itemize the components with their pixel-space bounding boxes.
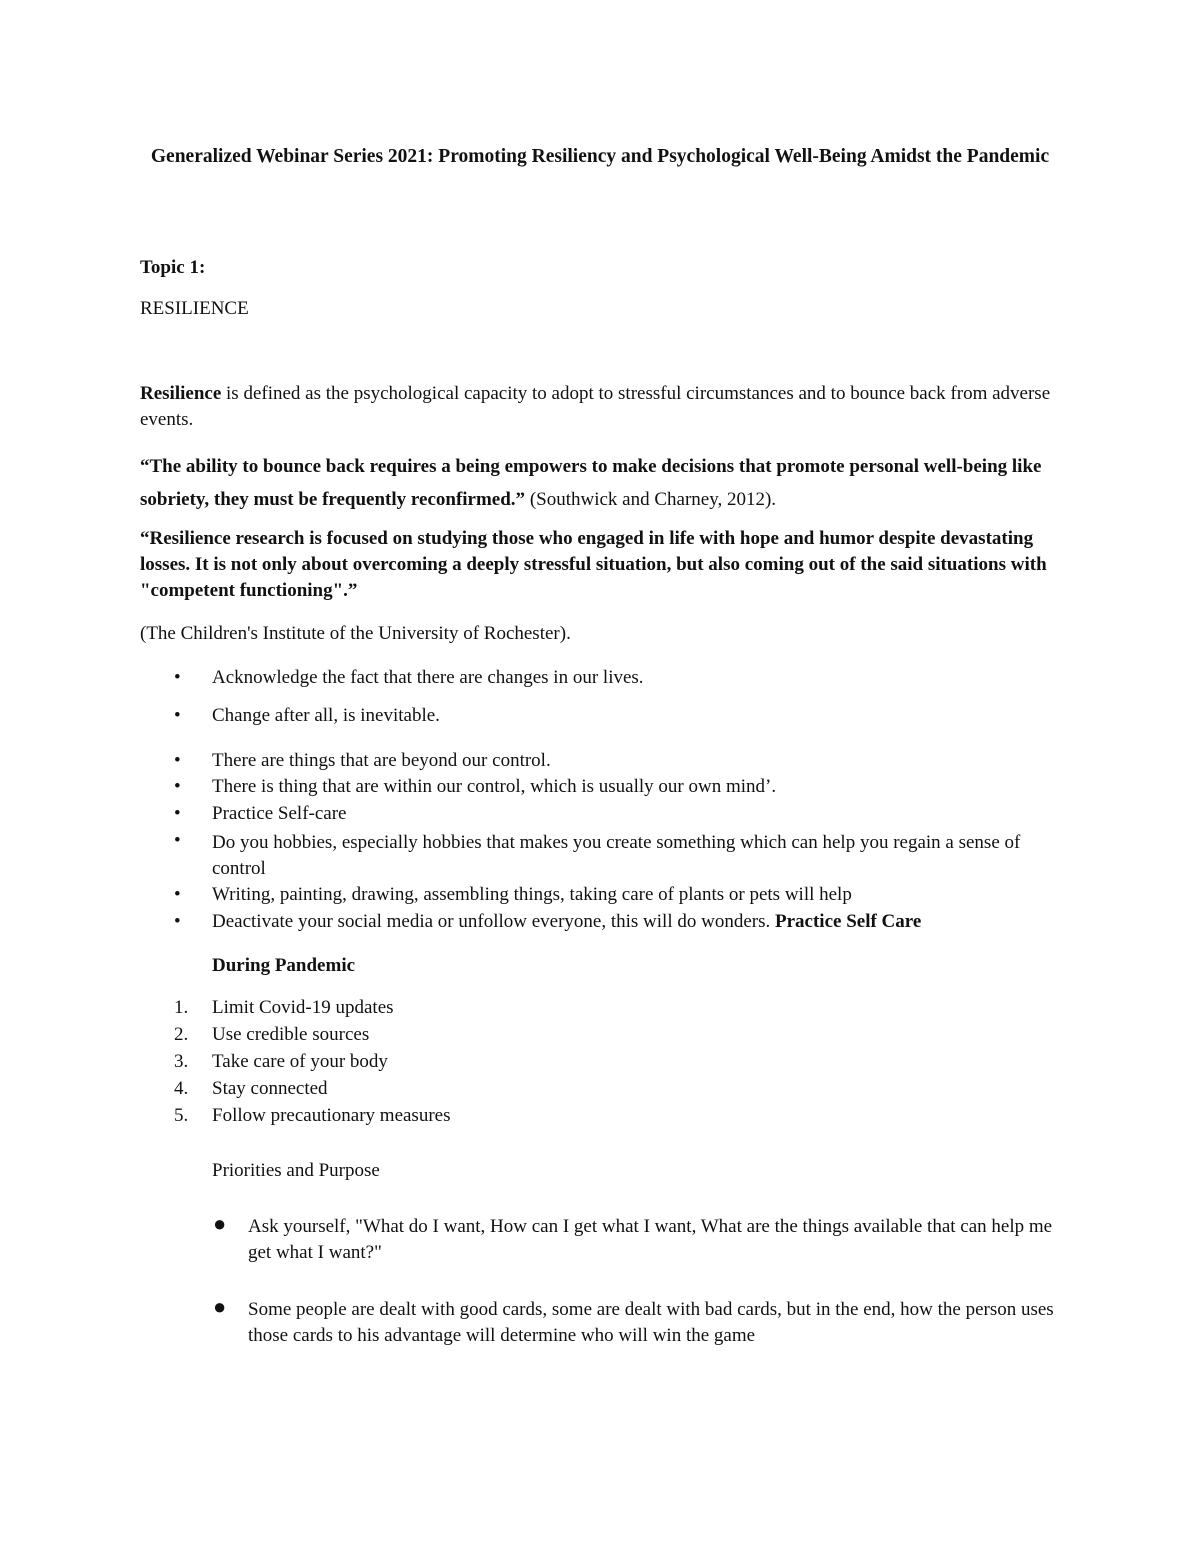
bullet-marker: • [174,911,181,932]
list-item: Writing, painting, drawing, assembling things, taking care of plants or pets will help [212,884,852,905]
bullet-marker: • [174,830,181,851]
list-item: There are things that are beyond our control. [212,750,551,771]
quote-2: “Resilience research is focused on studying those who engaged in life with hope and humor despite devastating losses. It is not only about overcoming a deeply stressful situation, but also coming out of the said situations with "competent functioning".” [140,528,1047,601]
numbered-item: Stay connected [212,1078,328,1099]
definition-term: Resilience [140,383,222,404]
list-number: 2. [174,1024,189,1045]
quote-2-citation: (The Children's Institute of the University of Rochester). [140,623,571,644]
topic-label: Topic 1: [140,257,206,278]
list-item-text: Deactivate your social media or unfollow everyone, this will do wonders. [212,911,771,932]
numbered-item: Limit Covid-19 updates [212,997,394,1018]
bullet-marker: • [174,705,181,726]
bullet-marker: • [174,750,181,771]
topic-name: RESILIENCE [140,298,249,319]
list-item: Do you hobbies, especially hobbies that makes you create something which can help you regain a sense of control [212,832,1021,879]
definition-paragraph [140,381,1062,433]
bullet-marker: ● [213,1211,227,1236]
list-number: 3. [174,1051,189,1072]
section-heading-pandemic: During Pandemic [212,955,356,976]
list-item: Ask yourself, "What do I want, How can I get what I want, What are the things available that can help me get what I want?" [248,1216,1053,1263]
section-heading-priorities: Priorities and Purpose [212,1160,380,1181]
list-number: 1. [174,997,189,1018]
list-number: 4. [174,1078,189,1099]
list-item [212,911,921,933]
bullet-marker: • [174,776,181,797]
list-item: Practice Self-care [212,803,347,824]
bullet-marker: • [174,884,181,905]
bullet-marker: • [174,803,181,824]
list-item: There is thing that are within our control, which is usually our own mind’. [212,776,777,797]
definition-text: is defined as the psychological capacity to adopt to stressful circumstances and to bounce back from adverse events. [140,383,1051,430]
list-number: 5. [174,1105,189,1126]
numbered-item: Follow precautionary measures [212,1105,451,1126]
list-item: Some people are dealt with good cards, some are dealt with bad cards, but in the end, how the person uses those cards to his advantage will determine who will win the game [248,1299,1054,1346]
bullet-marker: ● [213,1294,227,1319]
list-item-bold-text: Practice Self Care [775,911,922,932]
list-item: Change after all, is inevitable. [212,705,440,726]
bullet-marker: • [174,667,181,688]
quote-1-citation: (Southwick and Charney, 2012). [525,489,777,510]
document-title: Generalized Webinar Series 2021: Promoting Resiliency and Psychological Well-Being Amidst the Pandemic [150,146,1050,167]
list-item: Acknowledge the fact that there are changes in our lives. [212,667,644,688]
numbered-item: Use credible sources [212,1024,370,1045]
quote-1-text: “The ability to bounce back requires a being empowers to make decisions that promote personal well-being like sobriety, they must be frequently reconfirmed.” [140,456,1042,510]
quote-1 [140,450,1062,516]
numbered-item: Take care of your body [212,1051,388,1072]
